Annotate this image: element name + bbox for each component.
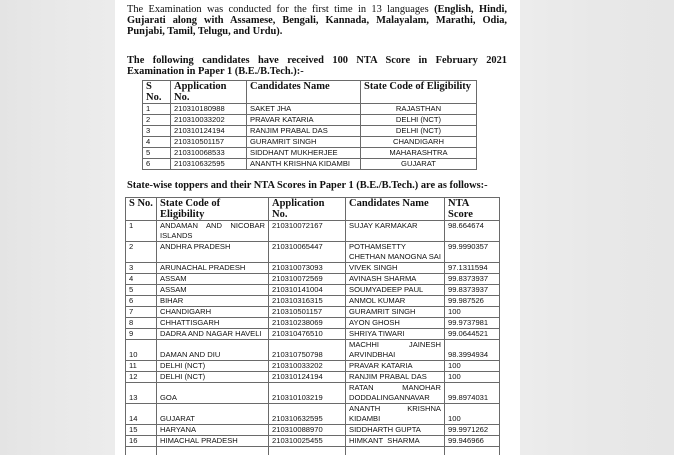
table-row	[126, 221, 500, 242]
table-row	[126, 436, 500, 447]
candidate-name-line2: ARVINDBHAI	[349, 350, 396, 359]
table-row	[143, 115, 477, 126]
table-row	[126, 318, 500, 329]
cell-sno: 4	[143, 137, 171, 148]
table-row	[126, 263, 500, 274]
col-header-application-no: Application No.	[269, 198, 346, 221]
cell-application-no: 210310033202	[171, 115, 247, 126]
cell-application-no: 210310750798	[269, 340, 346, 361]
cell-nta-score: 100	[445, 307, 500, 318]
cell-candidate-name: SAKET JHA	[247, 104, 361, 115]
table-row	[143, 137, 477, 148]
cell-application-no: 210310632595	[269, 404, 346, 425]
cell-nta-score: 97.1311594	[445, 263, 500, 274]
cell-application-no: 210310124194	[171, 126, 247, 137]
table-row	[143, 104, 477, 115]
cell-application-no: 210310141004	[269, 285, 346, 296]
col-header-candidate-name: Candidates Name	[247, 81, 361, 104]
table-header-row	[143, 81, 477, 104]
col-header-state-code: State Code of Eligibility	[361, 81, 477, 104]
cell-nta-score: 99.8373937	[445, 274, 500, 285]
cell-state: DELHI (NCT)	[361, 115, 477, 126]
cell-candidate-name	[346, 383, 445, 404]
cell-sno: 7	[126, 307, 157, 318]
cell-sno: 5	[126, 285, 157, 296]
cell-nta-score: 98.3994934	[445, 340, 500, 361]
cell-sno: 13	[126, 383, 157, 404]
table-row	[126, 340, 500, 361]
cell-nta-score: 100	[445, 372, 500, 383]
cell-sno: 11	[126, 361, 157, 372]
cell-application-no: 210310180988	[171, 104, 247, 115]
candidate-name-line1: RATAN MANOHAR	[349, 383, 441, 392]
cell-application-no: 210310025455	[269, 436, 346, 447]
cell-empty	[445, 447, 500, 455]
cell-candidate-name: RANJIM PRABAL DAS	[346, 372, 445, 383]
cell-candidate-name: ANMOL KUMAR	[346, 296, 445, 307]
cell-application-no: 210310068533	[171, 148, 247, 159]
col-header-nta-score: NTA Score	[445, 198, 500, 221]
cell-state: BIHAR	[157, 296, 269, 307]
cell-state: GUJARAT	[157, 404, 269, 425]
cell-sno: 5	[143, 148, 171, 159]
cell-candidate-name: PRAVAR KATARIA	[247, 115, 361, 126]
cell-candidate-name: VIVEK SINGH	[346, 263, 445, 274]
perfect-scorers-heading: The following candidates have received 100 NTA Score in February 2021 Examination in Paper 1 (B.E./B.Tech.):-	[127, 55, 507, 77]
cell-candidate-name: RANJIM PRABAL DAS	[247, 126, 361, 137]
candidate-name-line1: ANANTH KRISHNA	[349, 404, 441, 413]
cell-candidate-name: PRAVAR KATARIA	[346, 361, 445, 372]
table-row	[126, 425, 500, 436]
cell-nta-score: 100	[445, 404, 500, 425]
col-header-sno: S No.	[126, 198, 157, 221]
cell-nta-score: 99.0644521	[445, 329, 500, 340]
cell-application-no: 210310632595	[171, 159, 247, 170]
cell-candidate-name: AYON GHOSH	[346, 318, 445, 329]
cell-sno: 4	[126, 274, 157, 285]
cell-empty	[346, 447, 445, 455]
cell-candidate-name: SUJAY KARMAKAR	[346, 221, 445, 242]
candidate-name-line1: MACHHI JAINESH	[349, 340, 441, 349]
cell-state: DAMAN AND DIU	[157, 340, 269, 361]
col-header-sno: S No.	[143, 81, 171, 104]
cell-nta-score: 99.9990357	[445, 242, 500, 263]
cell-application-no: 210310238069	[269, 318, 346, 329]
cell-application-no: 210310501157	[171, 137, 247, 148]
cell-application-no: 210310033202	[269, 361, 346, 372]
cell-state: DELHI (NCT)	[157, 361, 269, 372]
cell-state: CHHATTISGARH	[157, 318, 269, 329]
cell-sno: 10	[126, 340, 157, 361]
candidate-name-line2: KIDAMBI	[349, 414, 381, 423]
cell-nta-score: 98.664674	[445, 221, 500, 242]
cell-nta-score: 99.8373937	[445, 285, 500, 296]
cell-state: DELHI (NCT)	[361, 126, 477, 137]
cell-candidate-name: SOUMYADEEP PAUL	[346, 285, 445, 296]
cell-application-no: 210310072167	[269, 221, 346, 242]
table-row	[126, 296, 500, 307]
cell-state: ANDAMAN AND NICOBAR ISLANDS	[157, 221, 269, 242]
cell-application-no: 210310088970	[269, 425, 346, 436]
cell-application-no: 210310501157	[269, 307, 346, 318]
cell-sno: 15	[126, 425, 157, 436]
cell-sno: 3	[126, 263, 157, 274]
cell-empty	[157, 447, 269, 455]
cell-application-no: 210310072569	[269, 274, 346, 285]
cell-candidate-name: POTHAMSETTY CHETHAN MANOGNA SAI	[346, 242, 445, 263]
cell-state: ARUNACHAL PRADESH	[157, 263, 269, 274]
table-row	[126, 307, 500, 318]
cell-candidate-name: SIDDHANT MUKHERJEE	[247, 148, 361, 159]
cell-sno: 14	[126, 404, 157, 425]
cell-state: GUJARAT	[361, 159, 477, 170]
table-row	[126, 361, 500, 372]
table-row	[143, 126, 477, 137]
col-header-candidate-name: Candidates Name	[346, 198, 445, 221]
state-toppers-table	[125, 197, 500, 455]
cell-application-no: 210310065447	[269, 242, 346, 263]
table-row	[143, 148, 477, 159]
cell-application-no: 210310316315	[269, 296, 346, 307]
table-row	[126, 404, 500, 425]
cell-state: RAJASTHAN	[361, 104, 477, 115]
cell-state: MAHARASHTRA	[361, 148, 477, 159]
cell-application-no: 210310124194	[269, 372, 346, 383]
cell-candidate-name: GURAMRIT SINGH	[346, 307, 445, 318]
cell-state: ASSAM	[157, 274, 269, 285]
cell-state: ANDHRA PRADESH	[157, 242, 269, 263]
cell-sno: 1	[143, 104, 171, 115]
cell-sno: 2	[126, 242, 157, 263]
cell-nta-score: 99.9971262	[445, 425, 500, 436]
cell-candidate-name: AVINASH SHARMA	[346, 274, 445, 285]
cell-candidate-name: SIDDHARTH GUPTA	[346, 425, 445, 436]
cell-empty	[269, 447, 346, 455]
table-row	[126, 329, 500, 340]
col-header-application-no: Application No.	[171, 81, 247, 104]
cell-candidate-name: HIMKANT SHARMA	[346, 436, 445, 447]
cell-state: DELHI (NCT)	[157, 372, 269, 383]
cell-sno: 12	[126, 372, 157, 383]
cell-sno: 6	[143, 159, 171, 170]
cell-sno: 8	[126, 318, 157, 329]
document-page	[115, 0, 520, 455]
cell-state: DADRA AND NAGAR HAVELI	[157, 329, 269, 340]
table-row-partial	[126, 447, 500, 455]
table-row	[126, 285, 500, 296]
cell-nta-score: 99.987526	[445, 296, 500, 307]
cell-state: CHANDIGARH	[157, 307, 269, 318]
cell-state: GOA	[157, 383, 269, 404]
candidate-name-line2: DODDALINGANNAVAR	[349, 393, 430, 402]
cell-nta-score: 99.946966	[445, 436, 500, 447]
cell-nta-score: 99.9737981	[445, 318, 500, 329]
cell-sno: 16	[126, 436, 157, 447]
table-row	[126, 372, 500, 383]
cell-state: HIMACHAL PRADESH	[157, 436, 269, 447]
cell-state: HARYANA	[157, 425, 269, 436]
cell-candidate-name: ANANTH KRISHNA KIDAMBI	[247, 159, 361, 170]
cell-application-no: 210310476510	[269, 329, 346, 340]
cell-candidate-name: SHRIYA TIWARI	[346, 329, 445, 340]
table-row	[126, 274, 500, 285]
cell-empty	[126, 447, 157, 455]
perfect-scorers-table	[142, 80, 477, 170]
state-toppers-heading: State-wise toppers and their NTA Scores in Paper 1 (B.E./B.Tech.) are as follows:-	[127, 180, 488, 191]
cell-sno: 3	[143, 126, 171, 137]
cell-state: ASSAM	[157, 285, 269, 296]
cell-application-no: 210310103219	[269, 383, 346, 404]
intro-plain-text: The Examination was conducted for the first time in 13 languages	[127, 4, 435, 15]
cell-candidate-name	[346, 340, 445, 361]
col-header-state-code: State Code of Eligibility	[157, 198, 269, 221]
intro-paragraph	[127, 4, 507, 37]
cell-sno: 2	[143, 115, 171, 126]
intro-languages-list: (English, Hindi, Gujarati along with Assamese, Bengali, Kannada, Malayalam, Marathi, Odia, Punjabi, Tamil, Telugu, and Urdu).	[127, 4, 508, 37]
table-row	[143, 159, 477, 170]
cell-application-no: 210310073093	[269, 263, 346, 274]
cell-candidate-name: GURAMRIT SINGH	[247, 137, 361, 148]
table-header-row	[126, 198, 500, 221]
table-row	[126, 242, 500, 263]
table-row	[126, 383, 500, 404]
cell-sno: 9	[126, 329, 157, 340]
cell-sno: 6	[126, 296, 157, 307]
cell-sno: 1	[126, 221, 157, 242]
cell-nta-score: 99.8974031	[445, 383, 500, 404]
cell-state: CHANDIGARH	[361, 137, 477, 148]
cell-nta-score: 100	[445, 361, 500, 372]
cell-candidate-name	[346, 404, 445, 425]
